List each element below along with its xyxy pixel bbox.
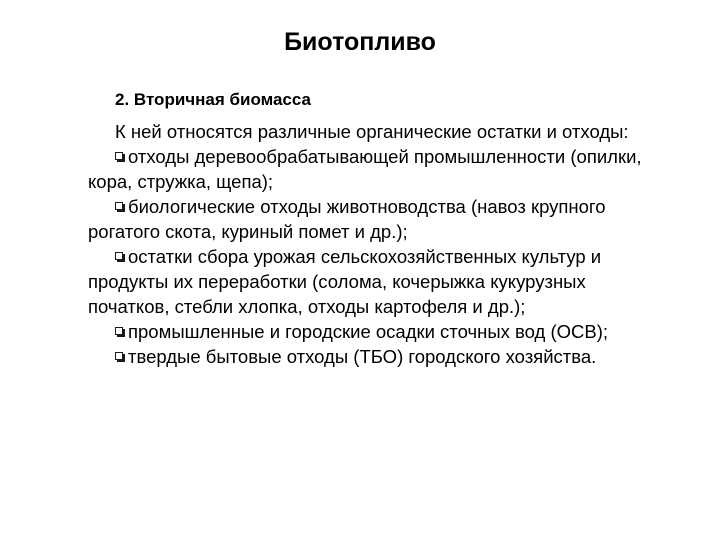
list-item-text: промышленные и городские осадки сточных вод (ОСВ); xyxy=(128,321,608,342)
list-item xyxy=(88,144,648,194)
square-bullet-icon xyxy=(115,152,125,162)
square-bullet-icon xyxy=(115,352,125,362)
intro-paragraph: К ней относятся различные органические остатки и отходы: xyxy=(115,121,629,142)
list-item-text: отходы деревообрабатывающей промышленности (опилки, кора, стружка, щепа); xyxy=(88,146,642,192)
square-bullet-icon xyxy=(115,327,125,337)
list-item xyxy=(88,244,648,319)
list-item xyxy=(88,194,648,244)
section-subtitle: 2. Вторичная биомасса xyxy=(115,90,311,109)
list-item xyxy=(88,344,648,369)
list-item-text: остатки сбора урожая сельскохозяйственных культур и продукты их переработки (солома, кочерыжка кукурузных початков, стебли хлопка, отходы картофеля и др.); xyxy=(88,246,602,317)
square-bullet-icon xyxy=(115,202,125,212)
slide-title: Биотопливо xyxy=(284,28,436,56)
list-item-text: твердые бытовые отходы (ТБО) городского хозяйства. xyxy=(128,346,597,367)
slide-content xyxy=(88,88,648,369)
list-item xyxy=(88,319,648,344)
square-bullet-icon xyxy=(115,252,125,262)
list-item-text: биологические отходы животноводства (навоз крупного рогатого скота, куриный помет и др.); xyxy=(88,196,606,242)
